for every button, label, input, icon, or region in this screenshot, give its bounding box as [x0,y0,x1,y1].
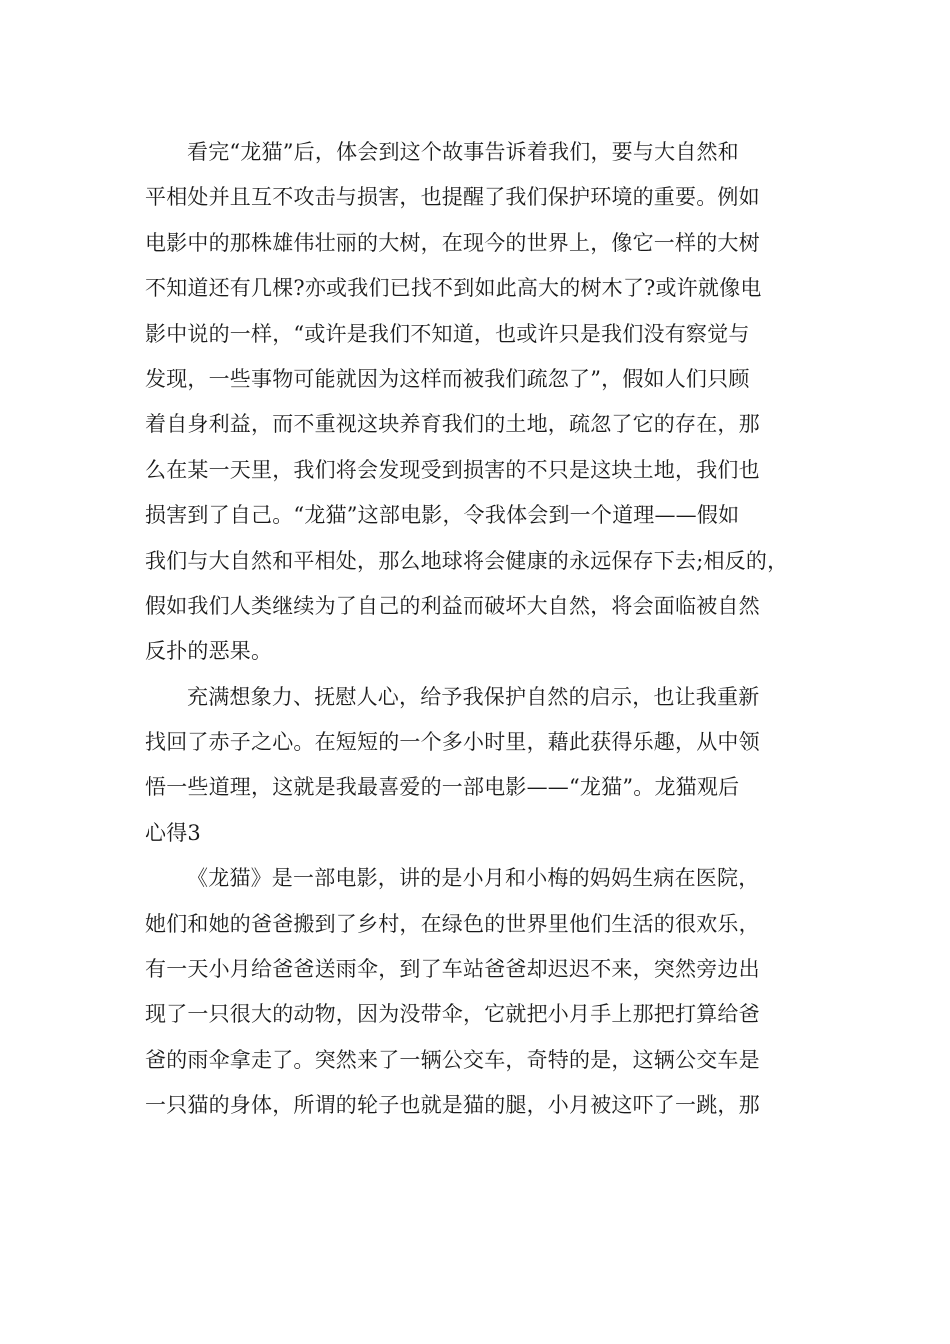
text-line: 电影中的那株雄伟壮丽的大树，在现今的世界上，像它一样的大树 [145,230,760,255]
text-line: 发现，一些事物可能就因为这样而被我们疏忽了”，假如人们只顾 [145,366,750,391]
paragraph-first-line: 充满想象力、抚慰人心，给予我保护自然的启示，也让我重新 [187,684,760,709]
text-line: 找回了赤子之心。在短短的一个多小时里，藉此获得乐趣，从中领 [145,730,760,755]
text-line: 现了一只很大的动物，因为没带伞，它就把小月手上那把打算给爸 [145,1002,760,1027]
text-line: 平相处并且互不攻击与损害，也提醒了我们保护环境的重要。例如 [145,185,760,210]
paragraph-first-line: 看完“龙猫”后，体会到这个故事告诉着我们，要与大自然和 [187,140,739,164]
text-line: 有一天小月给爸爸送雨伞，到了车站爸爸却迟迟不来，突然旁边出 [145,957,760,982]
text-line: 影中说的一样，“或许是我们不知道，也或许只是我们没有察觉与 [145,321,750,346]
text-line: 不知道还有几棵?亦或我们已找不到如此高大的树木了?或许就像电 [145,276,762,301]
text-line: 爸的雨伞拿走了。突然来了一辆公交车，奇特的是，这辆公交车是 [145,1047,760,1072]
text-line: 么在某一天里，我们将会发现受到损害的不只是这块土地，我们也 [145,457,760,482]
text-line: 反扑的恶果。 [145,639,273,664]
text-line: 损害到了自己。“龙猫”这部电影，令我体会到一个道理——假如 [145,503,740,528]
text-line: 一只猫的身体，所谓的轮子也就是猫的腿，小月被这吓了一跳，那 [145,1093,760,1118]
body-text [145,130,825,1129]
text-line: 她们和她的爸爸搬到了乡村，在绿色的世界里他们生活的很欢乐， [145,911,760,936]
text-line: 心得3 [145,820,201,845]
text-line: 假如我们人类继续为了自己的利益而破坏大自然，将会面临被自然 [145,593,760,618]
text-line: 着自身利益，而不重视这块养育我们的土地，疏忽了它的存在，那 [145,412,760,437]
text-line: 我们与大自然和平相处，那么地球将会健康的永远保存下去;相反的， [145,548,789,573]
text-line: 悟一些道理，这就是我最喜爱的一部电影——“龙猫”。龙猫观后 [145,775,740,800]
paragraph-first-line: 《龙猫》是一部电影，讲的是小月和小梅的妈妈生病在医院， [187,866,760,891]
